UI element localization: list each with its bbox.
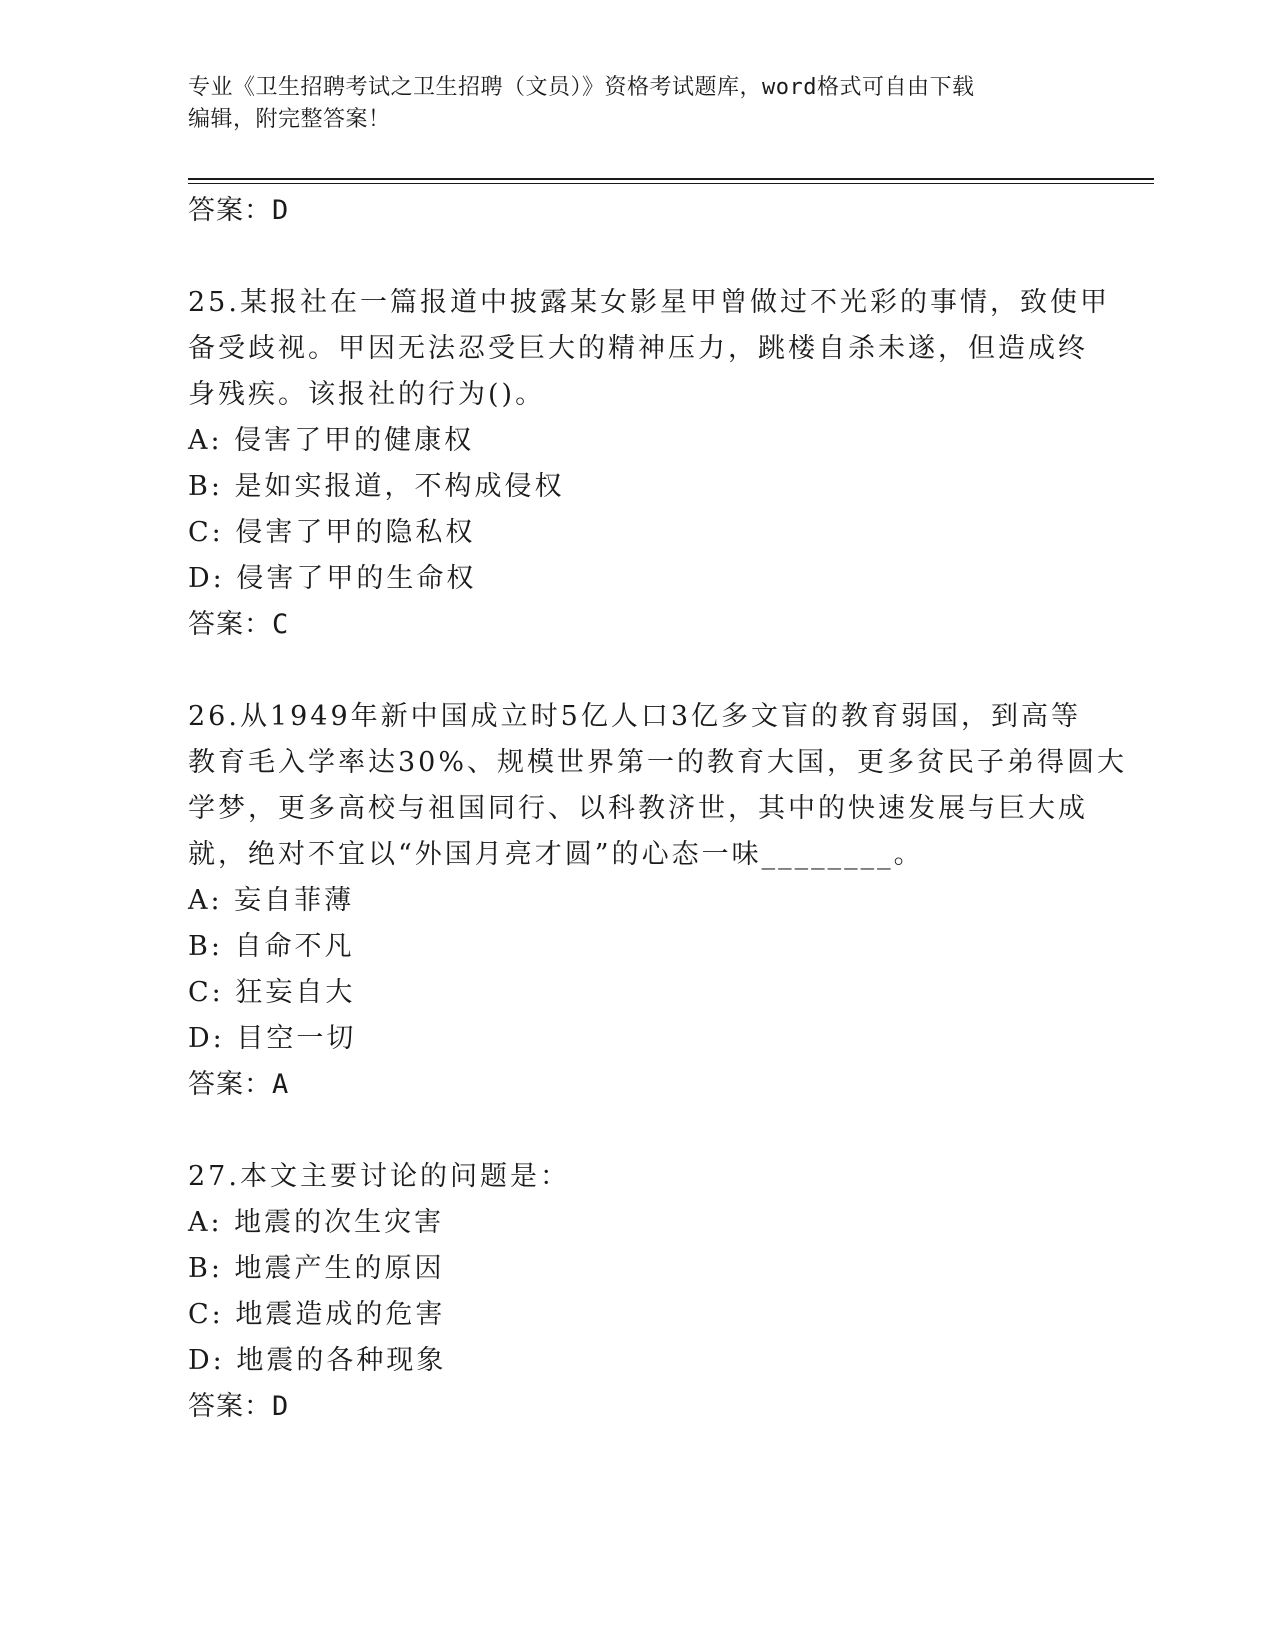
option-a: A: 侵害了甲的健康权 [188, 425, 475, 456]
question-stem-line: 学梦，更多高校与祖国同行、以科教济世，其中的快速发展与巨大成 [188, 793, 1088, 824]
option-c: C: 狂妄自大 [188, 977, 356, 1008]
page-header [188, 72, 1088, 136]
question-stem-line: 25.某报社在一篇报道中披露某女影星甲曾做过不光彩的事情，致使甲 [188, 287, 1110, 318]
option-a: A: 妄自菲薄 [188, 885, 355, 916]
option-d: D: 地震的各种现象 [188, 1345, 447, 1376]
header-line-2: 编辑，附完整答案！ [188, 107, 391, 132]
spacer [188, 648, 1088, 694]
option-b: B: 是如实报道，不构成侵权 [188, 471, 565, 502]
question-stem-line: 备受歧视。甲因无法忍受巨大的精神压力，跳楼自杀未遂，但造成终 [188, 333, 1088, 364]
question-26 [188, 694, 1128, 1108]
header-divider-thin [188, 183, 1154, 184]
spacer [188, 234, 1088, 280]
option-d: D: 侵害了甲的生命权 [188, 563, 477, 594]
answer-line: 答案：D [188, 1391, 290, 1422]
option-b: B: 自命不凡 [188, 931, 355, 962]
question-stem-line: 教育毛入学率达30%、规模世界第一的教育大国，更多贫民子弟得圆大 [188, 747, 1128, 778]
previous-answer: 答案：D [188, 195, 290, 226]
spacer [188, 1108, 1088, 1154]
option-c: C: 侵害了甲的隐私权 [188, 517, 476, 548]
document-body [188, 188, 1128, 1430]
question-stem-line: 27.本文主要讨论的问题是： [188, 1161, 570, 1192]
answer-line: 答案：A [188, 1069, 290, 1100]
option-c: C: 地震造成的危害 [188, 1299, 446, 1330]
option-d: D: 目空一切 [188, 1023, 357, 1054]
option-b: B: 地震产生的原因 [188, 1253, 445, 1284]
header-line-1: 专业《卫生招聘考试之卫生招聘（文员）》资格考试题库，word格式可自由下载 [188, 75, 975, 100]
question-27 [188, 1154, 1088, 1430]
answer-line: 答案：C [188, 609, 290, 640]
question-stem-line: 26.从1949年新中国成立时5亿人口3亿多文盲的教育弱国，到高等 [188, 701, 1082, 732]
question-stem-line: 就，绝对不宜以“外国月亮才圆”的心态一味________。 [188, 839, 924, 870]
question-stem-line: 身残疾。该报社的行为()。 [188, 379, 546, 410]
option-a: A: 地震的次生灾害 [188, 1207, 445, 1238]
question-25 [188, 280, 1110, 648]
header-divider-thick [188, 178, 1154, 180]
